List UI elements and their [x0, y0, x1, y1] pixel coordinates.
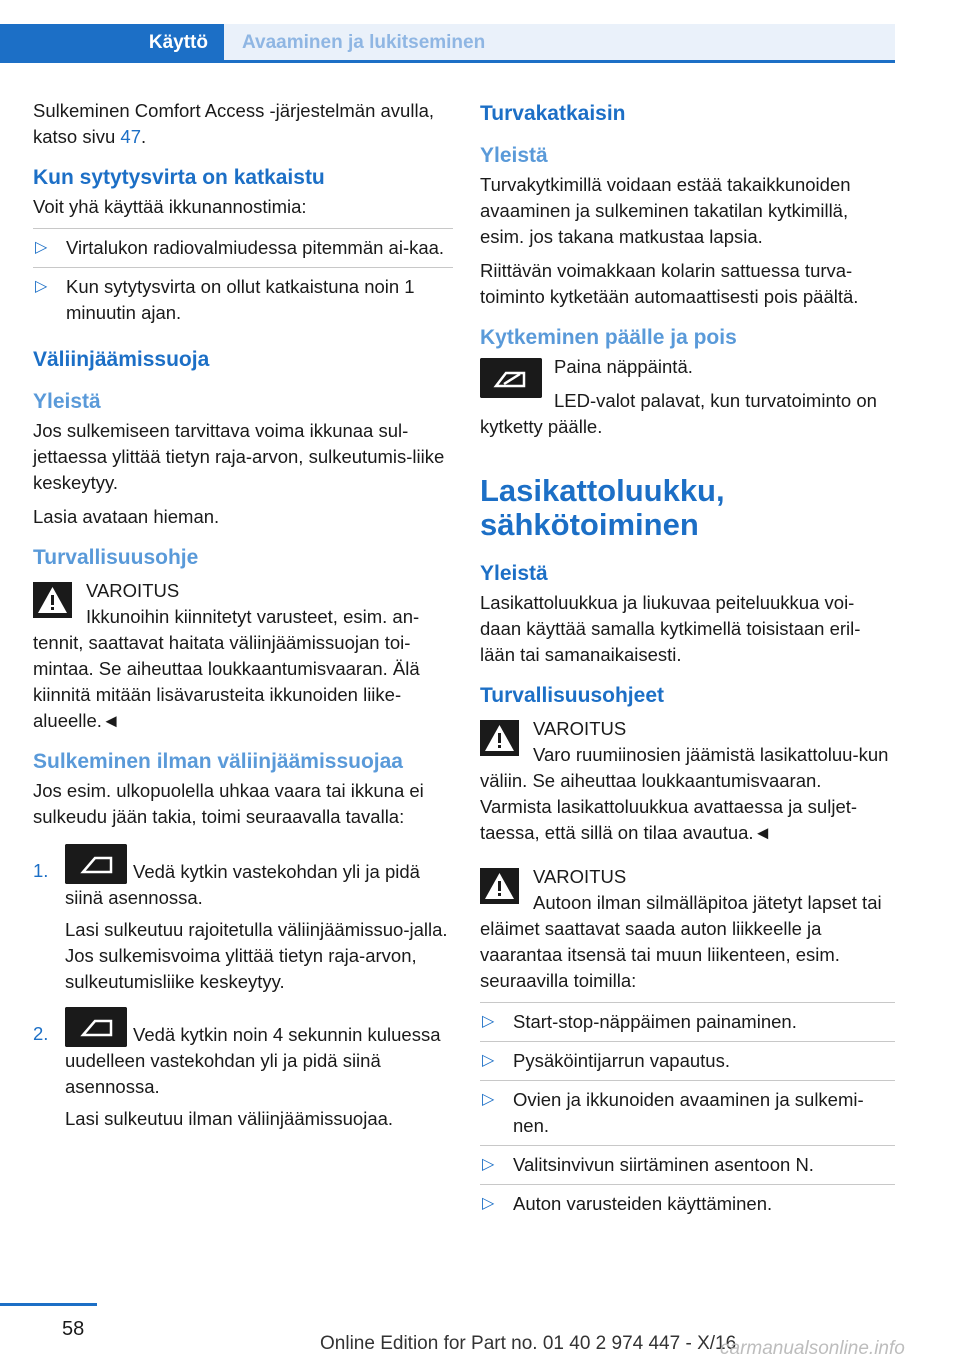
ignition-text: Voit yhä käyttää ikkunannostimia: — [33, 196, 307, 217]
sunroof-heading: Lasikattoluukku, sähkötoiminen — [480, 473, 725, 542]
warning-label: VAROITUS — [533, 866, 627, 887]
child-lock-button-icon — [480, 358, 542, 398]
general-text-2: Riittävän voimakkaan kolarin sattuessa turva-toiminto kytketään automaattisesti pois päältä. — [480, 260, 859, 307]
step-text — [65, 1007, 453, 1100]
page-number: 58 — [62, 1318, 85, 1340]
page-link[interactable]: 47 — [120, 126, 141, 147]
left-column — [33, 98, 453, 1144]
bullet-triangle-icon: ▷ — [482, 1013, 495, 1030]
step-text — [65, 844, 453, 911]
bullet-triangle-icon: ▷ — [482, 1195, 495, 1212]
list-item-text: Ovien ja ikkunoiden avaaminen ja sulkemi-nen. — [513, 1089, 864, 1136]
bullet-triangle-icon: ▷ — [35, 239, 48, 256]
warning-text: Ikkunoihin kiinnitetyt varusteet, esim. an-tennit, saattavat haitata väliinjäämissuojan toi-mintaa. Se aiheuttaa loukkaantumisvaaran. Älä kiinnitä mitään lisävarusteita ikkunoiden liike-alueelle.◄ — [33, 606, 420, 731]
bullet-triangle-icon: ▷ — [482, 1156, 495, 1173]
general-heading: Yleistä — [480, 144, 548, 167]
safety-heading: Turvallisuusohje — [33, 546, 199, 569]
page-header — [0, 24, 895, 62]
list-item — [480, 1184, 895, 1217]
step-note: Lasi sulkeutuu ilman väliinjäämissuojaa. — [65, 1108, 394, 1129]
watermark: carmanualsonline.info — [720, 1338, 905, 1359]
window-switch-icon — [65, 844, 127, 884]
warning-block — [480, 864, 895, 994]
section-tab: Käyttö — [0, 24, 224, 62]
general-text-1: Jos sulkemiseen tarvittava voima ikkunaa sul-jettaessa ylittää tietyn raja-arvon, sulkeutumis-liike keskeytyy. — [33, 420, 445, 493]
intro-end: . — [140, 126, 147, 147]
childlock-heading: Turvakatkaisin — [480, 102, 626, 125]
step-text-content: Vedä kytkin noin 4 sekunnin kuluessa uudelleen vastekohdan yli ja pidä siinä asennossa. — [65, 1024, 441, 1097]
list-item-text: Auton varusteiden käyttäminen. — [513, 1193, 773, 1214]
pinch-heading: Väliinjäämissuoja — [33, 348, 210, 371]
ignition-list — [33, 228, 453, 326]
list-item — [480, 1145, 895, 1178]
bullet-triangle-icon: ▷ — [482, 1091, 495, 1108]
sunroof-general-text: Lasikattoluukkua ja liukuvaa peiteluukkua voi-daan käyttää samalla kytkimellä toisistaan eril-lään tai samanaikaisesti. — [480, 592, 861, 665]
header-rule — [0, 60, 895, 63]
footer-rule — [0, 1303, 97, 1306]
step-text-content: Vedä kytkin vastekohdan yli ja pidä siinä asennossa. — [65, 861, 420, 908]
list-item — [480, 1080, 895, 1139]
list-item-text: Start-stop-näppäimen painaminen. — [513, 1011, 797, 1032]
general-text-2: Lasia avataan hieman. — [33, 506, 220, 527]
list-item — [480, 1041, 895, 1074]
list-item-text: Virtalukon radiovalmiudessa pitemmän ai-kaa. — [66, 237, 445, 258]
list-item — [33, 267, 453, 326]
intro-text: Sulkeminen Comfort Access -järjestelmän avulla, katso sivu — [33, 100, 434, 147]
list-item-text: Kun sytytysvirta on ollut katkaistuna noin 1 minuutin ajan. — [66, 276, 415, 323]
nopinch-heading: Sulkeminen ilman väliinjäämissuojaa — [33, 750, 403, 773]
general-heading: Yleistä — [33, 390, 101, 413]
bullet-triangle-icon: ▷ — [482, 1052, 495, 1069]
warning-block — [33, 578, 453, 734]
warning-triangle-icon — [33, 582, 72, 618]
warning-triangle-icon — [480, 868, 519, 904]
sunroof-general-heading: Yleistä — [480, 562, 548, 585]
warning-block — [480, 716, 895, 846]
bullet-triangle-icon: ▷ — [35, 278, 48, 295]
step-number: 2. — [33, 1023, 49, 1044]
switch-heading: Kytkeminen päälle ja pois — [480, 326, 737, 349]
sunroof-safety-heading: Turvallisuusohjeet — [480, 684, 664, 707]
list-item — [480, 1002, 895, 1035]
nopinch-text: Jos esim. ulkopuolella uhkaa vaara tai ikkuna ei sulkeudu jään takia, toimi seuraavalla tavalla: — [33, 780, 424, 827]
switch-text-2: LED-valot palavat, kun turvatoiminto on kytketty päälle. — [480, 390, 877, 437]
list-item-text: Valitsinvivun siirtäminen asentoon N. — [513, 1154, 814, 1175]
switch-text-1: Paina näppäintä. — [554, 356, 693, 377]
intro-paragraph — [33, 98, 453, 150]
warning-label: VAROITUS — [533, 718, 627, 739]
child-risk-list — [480, 1002, 895, 1217]
step-number: 1. — [33, 860, 49, 881]
warning-text: Varo ruumiinosien jäämistä lasikattoluu-kun väliin. Se aiheuttaa loukkaantumisvaaran. Varmista lasikattoluukkua avattaessa ja suljet-taessa, että sillä on tilaa avautua.◄ — [480, 744, 889, 843]
general-text-1: Turvakytkimillä voidaan estää takaikkunoiden avaaminen ja sulkeminen takatilan kytkimillä, esim. jos takana matkustaa lapsia. — [480, 174, 851, 247]
chapter-title: Avaaminen ja lukitseminen — [224, 24, 895, 62]
warning-text: Autoon ilman silmälläpitoa jätetyt lapset tai eläimet saattavat saada auton liikkeelle ja vaarantaa itsensä tai muun liikenteen, esim. seuraavilla toimilla: — [480, 892, 882, 991]
ignition-heading: Kun sytytysvirta on katkaistu — [33, 166, 325, 189]
step-item — [33, 1007, 453, 1132]
steps-list — [33, 844, 453, 1132]
warning-label: VAROITUS — [86, 580, 180, 601]
step-note: Lasi sulkeutuu rajoitetulla väliinjäämissuo-jalla. Jos sulkemisvoima ylittää tietyn raja-arvon, sulkeutumisliike keskeytyy. — [65, 919, 448, 992]
warning-triangle-icon — [480, 720, 519, 756]
window-switch-icon — [65, 1007, 127, 1047]
switch-instruction — [480, 354, 895, 440]
list-item-text: Pysäköintijarrun vapautus. — [513, 1050, 730, 1071]
edition-text: Online Edition for Part no. 01 40 2 974 447 - X/16 — [320, 1333, 737, 1354]
step-item — [33, 844, 453, 995]
right-column — [480, 98, 895, 1223]
list-item — [33, 228, 453, 261]
